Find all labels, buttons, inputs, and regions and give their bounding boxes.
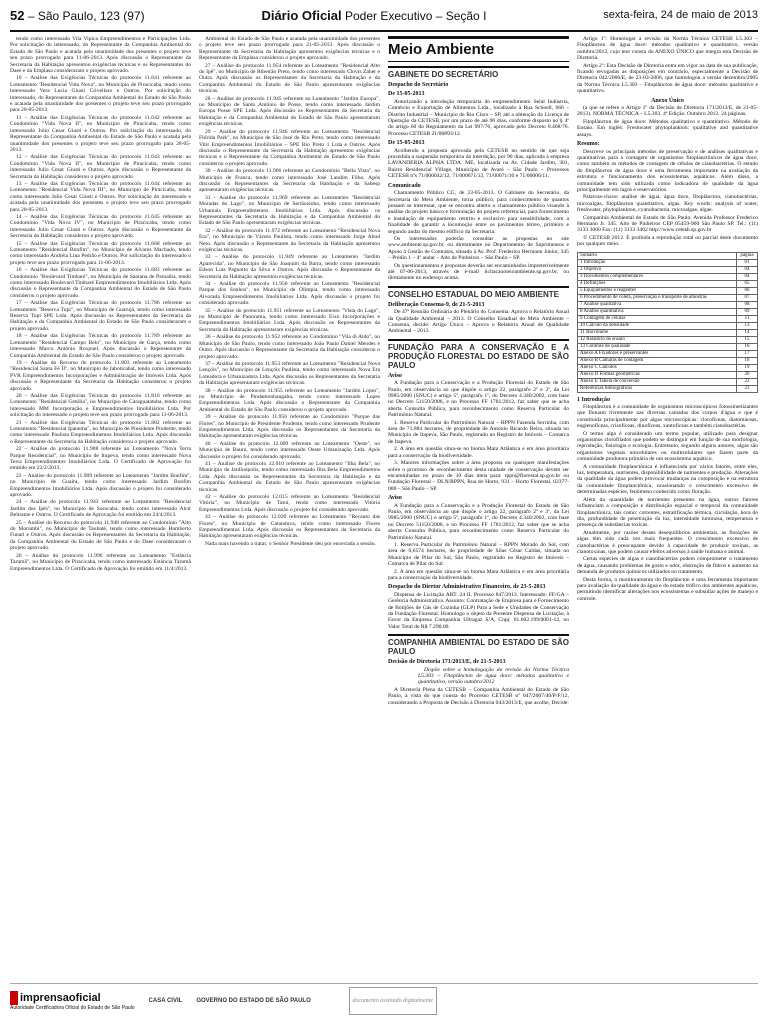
paragraph: 16 – Análise das Exigências Técnicas do protocolo 11.683 referente ao Condomínio "Boulevard Timbaré", no Município de Santana de Parnaíba, tendo como interessado Boulevard Timbaré Empreendimentos Imobiliários Ltda. Após discussão o Representante da Companhia Ambiental do Estado de São Paulo considerou o projeto aprovado. <box>10 267 191 299</box>
sumario-row <box>578 343 758 350</box>
paragraph: Além da quantidade de nutrientes presentes na água, outros fatores influenciam a composição e distribuição espacial e temporal da comunidade fitoplanctônica, tais como: correntes, estratificação térmica, circulação, hora do dia, profundidade de penetração da luz, intensidade luminosa, temperatura e presença de substâncias tóxicas. <box>577 496 758 529</box>
sumario-page: 19 <box>737 364 758 371</box>
paragraph: Os questionamentos e propostas deverão ser encaminhados impreterivelmente até 07-06-2013, através de e-mail licitacaomeioambiente.sp.gov.br, ou diretamente no endereço acima. <box>388 262 569 282</box>
sumario-item: 4 Definições <box>578 280 737 287</box>
sumario-item: 8 Análise quantitativa <box>578 308 737 315</box>
paragraph: 20 – Análise das Exigências Técnicas do protocolo 11.816 referente ao Loteamento "Residencial Getúlia", no Município de Caraguatatuba, tendo como interessado MM Incorporação e Empreendimentos Imobiliários Ltda. Por solicitação do interessado o projeto teve seu prazo prorrogado para 11-06-2013. <box>10 392 191 419</box>
paragraph: Dispõe sobre a homologação da revisão da Norma Técnica L5.303 – Fitoplâncton de água doce: métodos qualitativo e quantitativo, versão outubro/2012 <box>418 666 569 686</box>
paragraph: Artigo 1º: Homologar a revisão da Norma Técnica CETESB L5.303 – Fitoplâncton de água doce: métodos qualitativo e quantitativo, versão outubro/2012, cujo teor consta do ANEXO ÚNICO que integra esta Decisão de Diretoria. <box>577 36 758 62</box>
paragraph: © CETESB 2012. É proibida a reprodução total ou parcial deste documento por qualquer meio. <box>577 234 758 248</box>
sumario-item: 7 Análise qualitativa <box>578 301 737 308</box>
paragraph: 3. Maiores informações sobre a área proposta ou quaisquer manifestações sobre o processo de reconhecimento desta unidade de conservação devem ser encaminhadas no prazo de 10 dias úteis para: rppn@florestal.sp.gov.br ou Fundação Florestal – DLN/RPPN, Rua do Horto, 931 – Horto Florestal, 02377-000 – São Paulo – SP. <box>388 460 569 492</box>
sumario-page: 23 <box>737 385 758 392</box>
sumario-row <box>578 364 758 371</box>
paragraph: 23 – Análise do protocolo 11.909 referente ao Loteamento "Jardim Bonfim", no Município de Guaíra, tendo como interessado Jardim Bonfim Empreendimentos Imobiliários Ltda. Após discussão o projeto foi considerado aprovado. <box>10 472 191 499</box>
fundacao-heading: FUNDAÇÃO PARA A CONSERVAÇÃO E A PRODUÇÃO FLORESTAL DO ESTADO DE SÃO PAULO <box>388 339 569 370</box>
paragraph: 35 – Análise do protocolo 11.951 referente ao Loteamento "Vista do Lago", no Município de Panorama, tendo como interessado Eixo Incorporações e Empreendimentos Imobiliários Ltda. Após discussão os Representantes da Secretaria da Habitação apresentaram exigências técnicas. <box>199 307 380 333</box>
column-2 <box>199 36 380 980</box>
sumario-page: 14 <box>737 329 758 336</box>
sumario-item: Anexo C Cálculos <box>578 364 737 371</box>
digital-signature-stamp: documento assinado digitalmente <box>349 987 437 1015</box>
paragraph: 14 – Análise das Exigências Técnicas do protocolo 11.645 referente ao Condomínio "Vida Nova IV", no Município de Piracicaba, tendo como interessado Julio Cesar Giusti e Outros. Após discussão o Representante da Secretaria da Habitação considerou o projeto aprovado. <box>10 213 191 240</box>
sumario-table <box>577 252 758 393</box>
sumario-item: Anexo D Formas geométricas <box>578 371 737 378</box>
sumario-item: 3 Documentos complementares <box>578 273 737 280</box>
sumario-page: 17 <box>737 350 758 357</box>
paragraph: 2. A área em questão situa-se no bioma Mata Atlântica e em área prioritária para a conservação da biodiversidade. <box>388 446 569 459</box>
column-4: Artigo 1º: Homologar a revisão da Norma Técnica CETESB L5.303 – Fitoplâncton de água doce: métodos qualitativo e quantitativo, versão outubro/2012, cujo teor consta do ANEXO ÚNICO que integra esta Decisão de Diretoria. Artigo 2º: Esta Decisão de Diretoria entra em vigor na data de sua publicação, ficando revogadas as disposições em contrário, especialmente a Decisão de Diretoria 042/2006/E, de 23-03-2006, que homologou a versão dezembro/2005 da Norma Técnica L5.303 – Fitoplâncton de água doce: métodos qualitativo e quantitativo. Anexo Único (a que se refere o Artigo 1º da Decisão de Diretoria 171/2013/E, de 21-05-2013). NORMA TÉCNICA – L5.303. 4ª Edição. Outubro 2012. 24 páginas. Fitoplâncton de água doce: Métodos qualitativo e quantitativo. Método de Ensaio. Em inglês: Freshwater phytoplankton: qualitative and quantitative assays. Resumo: Descreve os principais métodos de preservação e de análises qualitativas e quantitativas para a contagem de organismos fitoplanctônicos de água doce, como também os métodos de contagem de células de cianobactérias. O estudo do fitoplâncton de água doce é uma ferramenta importante na avaliação da estrutura e funcionamento dos ecossistemas aquáticos. Além disso, a comunidade tem sido utilizada como indicadora de qualidade da água principalmente em lagos e reservatórios. Palavras-chave: análise de água, água doce, fitoplâncton, cianobactérias, microalgas, fitoplâncton quantitativo, algas. Key words: analysis of water, freshwater, phytoplankton, cyanobacteria, microalgae, algae. Companhia Ambiental do Estado de São Paulo. Avenida Professor Frederico Hermann Jr. 345. Alto de Pinheiros CEP 05459-900 São Paulo SP. Tel.: (11) 3133 3000 Fax: (11) 3133 3402 http://www.cetesb.sp.gov.br © CETESB 2012. É proibida a reprodução total ou parcial deste documento por qualquer meio. Sumário página 1 Introdução 01 2 Objetivo 04 3 Documentos complementares 04 4 Definições 05 5 Equipamentos e reagentes 06 6 Procedimento de coleta, preservação e transporte de amostras 07 7 Análise qualitativa 08 8 Análise quantitativa 09 9 Contagem de células 11 10 Cálculo da densidade 13 11 Biovolume 14 12 Relatório de ensaio 15 13 Controle de qualidade 16 Anexo A Fixadores e preservantes 17 Anexo B Câmaras de contagem 18 Anexo C Cálculos 19 Anexo D Formas geométricas 20 Anexo E Tabela de conversão 22 Referências bibliográficas 23 1 Introdução Fitoplâncton é a comunidade de organismos microscópicos fotossintetizantes que flutuam livremente nas diversas camadas dos corpos d'água e que é constituída principalmente por algas microscópicas: clorofíceas, diatomáceas, euglenofíceas, crisofíceas, dinofíceas, xantofíceas e também cianobactérias. O termo alga é considerado um termo popular, utilizado para designar organismos clorofilados que podem se distinguir em função de sua morfologia, reprodução, fisiologia e ecologia. Entretanto, segundo alguns autores, algas são organismos vegetais unicelulares ou multicelulares que fazem parte da comunidade produtora primária de um ecossistema aquático. A comunidade fitoplanctônica é influenciada por vários fatores, entre eles, luz, temperatura, nutrientes, disponibilidade de nutrientes e predação. Alterações da qualidade da água podem provocar mudanças na composição e na estrutura da comunidade fitoplanctônica, ocasionando o crescimento excessivo de determinadas espécies, fenômeno conhecido como floração. Além da quantidade de nutrientes presentes na água, outros fatores influenciam a composição e distribuição espacial e temporal da comunidade fitoplanctônica, tais como: correntes, estratificação térmica, circulação, hora do dia, profundidade de penetração da luz, intensidade luminosa, temperatura e presença de substâncias tóxicas. Atualmente, por razões desses desequilíbrios ambientais, as florações de algas têm sido cada vez mais frequentes. O crescimento excessivo de cianobactérias é preocupante devido à capacidade de produzir toxinas, as cianotoxinas, que podem causar efeitos adversos à saúde humana e animal. Certas espécies de algas e cianobactérias podem comprometer o tratamento de água, causando problemas de gosto e odor, obstrução de filtros e aumento na demanda de produtos químicos utilizados no tratamento. Desta forma, o monitoramento do fitoplâncton é uma ferramenta importante para avaliação da qualidade da água e do estado trófico dos ambientes aquáticos, permitindo identificar alterações nos ecossistemas e subsidiar ações de manejo e controle. <box>577 36 758 602</box>
sumario-row <box>578 266 758 273</box>
paragraph: 38 – Análise do protocolo 11.955 referente ao Loteamento "Jardim Lopes", no Município de Pindamonhangaba, tendo como interessado Lopes Empreendimentos Ltda. Após discussão o Representante da Companhia Ambiental do Estado de São Paulo considerou o projeto aprovado. <box>199 387 380 413</box>
sumario-page: 20 <box>737 371 758 378</box>
paragraph: 1. Reserva Particular do Patrimônio Natural – RPPN Fazenda Serrinha, com área de 71,884 hectares, de propriedade de Antonio Ricardo Beira, situada no Município de Itapeva, São Paulo, registrado no Registro de Imóveis – Comarca de Itapeva. <box>388 419 569 445</box>
paragraph: Companhia Ambiental do Estado de São Paulo. Avenida Professor Frederico Hermann Jr. 345. Alto de Pinheiros CEP 05459-900 São Paulo SP. Tel.: (11) 3133 3000 Fax: (11) 3133 3402 http://www.cetesb.sp.gov.br <box>577 214 758 234</box>
paragraph: Acolhendo a proposta aprovada pela CETESB no sentido de que seja procedida a suspensão temporária da interdição, por 90 dias, aplicada à empresa LAVANDERIA ALPHA LTDA. ME, localizada na Av. Cidade Jardim, 301, Bairro Residencial Village, Município de Avaré – São Paulo – Processos CETESB nºs 71/000042/12, 71/000071/12, 71/00071/10 e 71/00006/11. <box>388 147 569 180</box>
paragraph: 34 – Análise do protocolo 11.950 referente ao Loteamento "Residencial Parque dos Sonhos", no Município de Olímpia, tendo como interessado Alvorada Empreendimentos Imobiliários Ltda. Após discussão o projeto foi considerado aprovado. <box>199 281 380 307</box>
paragraph: A comunidade fitoplanctônica é influenciada por vários fatores, entre eles, luz, temperatura, nutrientes, disponibilidade de nutrientes e predação. Alterações da qualidade da água podem provocar mudanças na composição e na estrutura da comunidade fitoplanctônica, ocasionando o crescimento excessivo de determinadas espécies, fenômeno conhecido como floração. <box>577 463 758 496</box>
paragraph: 32 – Análise do protocolo 11.972 referente ao Loteamento "Residencial Nova Era", no Município de Várzea Paulista, tendo como interessado Jorge Abud Neto. Após discussão o Representante da Secretaria da Habitação apresentou exigências técnicas. <box>199 227 380 253</box>
sumario-row <box>578 371 758 378</box>
sumario-page: 05 <box>737 280 758 287</box>
cetesb-heading: COMPANHIA AMBIENTAL DO ESTADO DE SÃO PAULO <box>388 634 569 656</box>
sumario-item: 11 Biovolume <box>578 329 737 336</box>
sumario-row <box>578 301 758 308</box>
sumario-page: 01 <box>737 259 758 266</box>
sumario-item: Anexo B Câmaras de contagem <box>578 357 737 364</box>
sumario-row <box>578 322 758 329</box>
sumario-item: 13 Controle de qualidade <box>578 343 737 350</box>
paragraph: Artigo 2º: Esta Decisão de Diretoria entra em vigor na data de sua publicação, ficando revogadas as disposições em contrário, especialmente a Decisão de Diretoria 042/2006/E, de 23-03-2006, que homologou a versão dezembro/2005 da Norma Técnica L5.303 – Fitoplâncton de água doce: métodos qualitativo e quantitativo. <box>577 62 758 95</box>
paragraph: Fitoplâncton de água doce: Métodos qualitativo e quantitativo. Método de Ensaio. Em inglês: Freshwater phytoplankton: qualitative and quantitative assays. <box>577 118 758 138</box>
sumario-row <box>578 287 758 294</box>
sumario-item: 12 Relatório de ensaio <box>578 336 737 343</box>
page-number: 52 – São Paulo, 123 (97) <box>10 7 145 23</box>
paragraph: 18 – Análise das Exigências Técnicas do protocolo 11.789 referente ao Loteamento "Residencial Campo Belo", no Município de Garça, tendo como interessado Marco Antônio Roxpuel. Após discussão o Representante da Companhia Ambiental do Estado de São Paulo considerou o projeto aprovado. <box>10 333 191 359</box>
paragraph: Palavras-chave: análise de água, água doce, fitoplâncton, cianobactérias, microalgas, fitoplâncton quantitativo, algas. Key words: analysis of water, freshwater, phytoplankton, cyanobacteria, microalgae, algae. <box>577 194 758 214</box>
paragraph: O termo alga é considerado um termo popular, utilizado para designar organismos clorofilados que podem se distinguir em função de sua morfologia, reprodução, fisiologia e ecologia. Entretanto, segundo alguns autores, algas são organismos vegetais unicelulares ou multicelulares que fazem parte da comunidade produtora primária de um ecossistema aquático. <box>577 430 758 463</box>
sumario-row <box>578 336 758 343</box>
paragraph: 37 – Análise do protocolo 11.953 referente ao Loteamento "Residencial Nova Lençóis", no Município de Lençóis Paulista, tendo como interessado Nova Era Loteadora e Urbanizadora Ltda. Após discussão os Representantes da Secretaria da Habitação apresentaram exigências técnicas. <box>199 360 380 387</box>
sumario-page: 13 <box>737 322 758 329</box>
paragraph: 12 – Análise das Exigências Técnicas do protocolo 11.643 referente ao Condomínio "Vida Nova II", no Município de Piracicaba, tendo como interessado Julio Cesar Giusti e Outros. Após discussão o Representante da Secretaria da Habitação considerou o projeto aprovado. <box>10 154 191 180</box>
sumario-page: 22 <box>737 378 758 385</box>
paragraph: Descreve os principais métodos de preservação e de análises qualitativas e quantitativas para a contagem de organismos fitoplanctônicos de água doce, como também os métodos de contagem de células de cianobactérias. O estudo do fitoplâncton de água doce é uma ferramenta importante na avaliação da estrutura e funcionamento dos ecossistemas aquáticos. Além disso, a comunidade tem sido utilizada como indicadora de qualidade da água principalmente em lagos e reservatórios. <box>577 148 758 193</box>
sumario-page: 18 <box>737 357 758 364</box>
paragraph: 15 – Análise das Exigências Técnicas do protocolo 11.668 referente ao Loteamento "Residencial Bonfim", no Município de Alvares Machado, tendo como interessado Andréia Lina Pedrão e Outros. Por solicitação do interessado o projeto teve seu prazo prorrogado para 11-06-2013. <box>10 240 191 266</box>
paragraph: 26 – Análise do protocolo 11.996 referente ao Loteamento "Estância Tarumã", no Município de Piracicaba, tendo como interessado Estância Tarumã Empreendimentos Ltda. O Certificado de Aprovação foi emitido em 11/4/2013. <box>10 552 191 572</box>
paragraph: 17 – Análise das Exigências Técnicas do protocolo 11.786 referente ao Loteamento "Reserva Tupi", no Município de Guarujá, tendo como interessado Reserva Tupi SPE Ltda. Após discussão os Representantes da Secretaria da Habitação e da Companhia Ambiental do Estado de São Paulo consideraram o projeto aprovado. <box>10 300 191 332</box>
paragraph: Dispensa de Licitação ART. 24 II. Processo 847/2013. Interessado: FF/GA – Gerência Administrativa. Assunto: Contratação de Empresa para o Fornecimento de Botijões de Gás de Cozinha (GLP) Para a Sede e Unidades de Conservação da Fundação Florestal. Homologo o objeto da Presente Dispensa de Licitação, à Favor da Empresa Companhia Ultragaz S/A, Cnpj: 61.602.199/0001-12, no Valor Total de R$ 7.290,00. <box>388 591 569 630</box>
sumario-row <box>578 329 758 336</box>
sumario-row <box>578 378 758 385</box>
publication-date: sexta-feira, 24 de maio de 2013 <box>603 9 758 21</box>
governo-label: GOVERNO DO ESTADO DE SÃO PAULO <box>196 998 311 1004</box>
paragraph: Ambiental do Estado de São Paulo e acatada pela unanimidade dos presentes o projeto teve seu prazo prorrogado para 21-05-2013. Após discussão o Representante da Secretaria da Habitação apresentou exigências técnicas e o Representante da Emplasa considerou o projeto aprovado. <box>199 36 380 62</box>
paragraph: 28 – Análise do protocolo 11.945 referente ao Loteamento "Jardim Europa", no Município de Santo Antônio de Posse, tendo como interessado Jardim Europa Posse SPE Ltda. Após discussão os Representantes da Secretaria da Habitação e da Companhia Ambiental do Estado de São Paulo apresentaram exigências técnicas. <box>199 95 380 128</box>
paragraph: 41 – Análise do protocolo 12.010 referente ao Loteamento "Ilha Bela", no Município de Jardinópolis, tendo como interessado Ilha Bela Empreendimentos Ltda. Após discussão os Representantes da Secretaria da Habitação e da Companhia Ambiental do Estado de São Paulo apresentaram exigências técnicas. <box>199 461 380 493</box>
paragraph: Desta forma, o monitoramento do fitoplâncton é uma ferramenta importante para avaliação da qualidade da água e do estado trófico dos ambientes aquáticos, permitindo identificar alterações nos ecossistemas e subsidiar ações de manejo e controle. <box>577 576 758 602</box>
column-3: Meio Ambiente GABINETE DO SECRETÁRIO Despacho do Secretário De 15-05-2013 Autorizando a introdução temporária do empreendimento Selal Indústria, Comércio e Exportação de Alimentos Ltda., localizado à Rua Schoell, 666 – Distrito Industrial – Município de Rio Claro – SP, até a obtenção da Licença de Operação da CETESB, por um prazo de até 90 dias, conforme disposto no § 4º do artigo 60 do Regulamento da Lei 997/76, aprovado pelo Decreto 8.468/76. Processo CETESB 21/00893/12. De 15-05-2013 Acolhendo a proposta aprovada pela CETESB no sentido de que seja procedida a suspensão temporária da interdição, por 90 dias, aplicada à empresa LAVANDERIA ALPHA LTDA. ME, localizada na Av. Cidade Jardim, 301, Bairro Residencial Village, Município de Avaré – São Paulo – Processos CETESB nºs 71/000042/12, 71/000071/12, 71/00071/10 e 71/00006/11. Comunicado Chamamento Público CG, de 23-05-2013. O Gabinete do Secretário, da Secretaria do Meio Ambiente, torna público, para conhecimento de quantos possam se interessar, que se encontra aberto o chamamento público visando à análise do projeto básico e formulação do projeto referencial, para fornecimento e instalação de equipamento restrito e exclusivo para sensibilidade, com a finalidade de garantir a locomoção entre os pavimentos térreo, primeiro e segundo andar do mesmo edifício da Secretaria. Os interessados poderão consultar as propostas no site www.ambiente.sp.gov.br, ou diretamente no Departamento de Suprimentos e Apoio à Gestão de Contratos, situado à Av. Prof. Frederico Hermann Júnior, 345 – Prédio 1 – 4º andar – Alto de Pinheiros – São Paulo – SP. Os questionamentos e propostas deverão ser encaminhados impreterivelmente até 07-06-2013, através de e-mail licitacaomeioambiente.sp.gov.br, ou diretamente no endereço acima. CONSELHO ESTADUAL DO MEIO AMBIENTE Deliberação Consema-9, de 21-5-2013 De 47ª Reunião Ordinária do Plenário do Consema. Aprova o Relatório Anual da Qualidade Ambiental – 2013. O Conselho Estadual do Meio Ambiente – Consema, decide: Artigo Único – Aprova o Relatório Anual de Qualidade Ambiental – 2013. FUNDAÇÃO PARA A CONSERVAÇÃO E A PRODUÇÃO FLORESTAL DO ESTADO DE SÃO PAULO Aviso A Fundação para a Conservação e a Produção Florestal do Estado de São Paulo, em observância ao que dispõe o artigo 22, parágrafo 2º e 3º, da Lei 9985/2000 (SNUC) e artigo 5º, parágrafo 1º, do Decreto 4.340/2002, com base no Decreto 51150/2006, e no Processo FF 1781/2012, faz saber que se acha aberta Consulta Pública, para reconhecimento como Reserva Particular do Patrimônio Natural. 1. Reserva Particular do Patrimônio Natural – RPPN Fazenda Serrinha, com área de 71,884 hectares, de propriedade de Antonio Ricardo Beira, situada no Município de Itapeva, São Paulo, registrado no Registro de Imóveis – Comarca de Itapeva. 2. A área em questão situa-se no bioma Mata Atlântica e em área prioritária para a conservação da biodiversidade. 3. Maiores informações sobre a área proposta ou quaisquer manifestações sobre o processo de reconhecimento desta unidade de conservação devem ser encaminhadas no prazo de 10 dias úteis para: rppn@florestal.sp.gov.br ou Fundação Florestal – DLN/RPPN, Rua do Horto, 931 – Horto Florestal, 02377-000 – São Paulo – SP. Aviso A Fundação para a Conservação e a Produção Florestal do Estado de São Paulo, em observância ao que dispõe o artigo 22, parágrafo 2º e 3º, da Lei 9985/2000 (SNUC) e artigo 5º, parágrafo 1º, do Decreto 4.340/2002, com base no Decreto 51150/2006, e no Processo FF 1781/2012, faz saber que se acha aberta Consulta Pública, para reconhecimento como Reserva Particular do Patrimônio Natural. 1. Reserva Particular do Patrimônio Natural – RPPN Morado do Sol, com área de 0,6574 hectares, de propriedade de Silas César Caldas, situada no Município de Pilar do Sul, São Paulo, registrado no Registro de Imóveis – Comarca de Pilar do Sul. 2. A área em questão situa-se no bioma Mata Atlântica e em área prioritária para a conservação da biodiversidade. Despacho do Diretor Administrativo Financeiro, de 23-5-2013 Dispensa de Licitação ART. 24 II. Processo 847/2013. Interessado: FF/GA – Gerência Administrativa. Assunto: Contratação de Empresa para o Fornecimento de Botijões de Gás de Cozinha (GLP) Para a Sede e Unidades de Conservação da Fundação Florestal. Homologo o objeto da Presente Dispensa de Licitação, à Favor da Empresa Companhia Ultragaz S/A, Cnpj: 61.602.199/0001-12, no Valor Total de R$ 7.290,00. COMPANHIA AMBIENTAL DO ESTADO DE SÃO PAULO Decisão de Diretoria 171/2013/E, de 21-5-2013 Dispõe sobre a homologação da revisão da Norma Técnica L5.303 – Fitoplâncton de água doce: métodos qualitativo e quantitativo, versão outubro/2012 A Diretoria Plena da CETESB – Companhia Ambiental do Estado de São Paulo, à vista do que consta do Processo CETESB nº 047/2007/40/P/F/12, considerando a Proposta de Decisão à Diretoria 043/2013/E, que acolhe, Decide: <box>388 36 569 980</box>
sumario-page: 06 <box>737 287 758 294</box>
paragraph: 27 – Análise do protocolo 11.954 referente ao Loteamento "Residencial Alto do Ipê", no Município de Ribeirão Preto, tendo como interessado Clovis Zaher e Outra. Após discussão os Representantes da Secretaria da Habitação e da Companhia Ambiental do Estado de São Paulo apresentaram exigências técnicas. <box>199 62 380 95</box>
sumario-item: 1 Introdução <box>578 259 737 266</box>
paragraph: 10 – Análise das Exigências Técnicas do protocolo 11.641 referente ao Loteamento "Residencial Vida Nova", no Município de Piracicaba, tendo como interessado Vera Lucia Giusti Crivellaro e Outros. Por solicitação do interessado, do Representante da Companhia Ambiental do Estado de São Paulo e acatada pela unanimidade dos presentes o projeto teve seu prazo prorrogado para 28-05-2013. <box>10 75 191 114</box>
imprensa-oficial-logo: imprensaoficial Autoridade Certificadora Oficial do Estado de São Paulo <box>10 991 135 1011</box>
paragraph: 25 – Análise do Recurso do protocolo 11.948 referente ao Condomínio "Alto do Morumbi", no Município de Taubaté, tendo como interessado Humberto Funari e Outros. Após discussão os Representantes da Secretaria da Habitação, da Companhia Ambiental do Estado de São Paulo e do Daee consideraram o projeto aprovado. <box>10 519 191 552</box>
paragraph: 19 – Análise do Recurso do protocolo 11.803 referente ao Loteamento "Residencial Santa Fé II", no Município de Jaboticabal, tendo como interessado PVR Empreendimentos Incorporações e Administração de Imóveis Ltda. Após discussão o Representante da Secretaria da Habitação considerou o projeto aprovado. <box>10 359 191 392</box>
sumario-page: 09 <box>737 308 758 315</box>
casa-civil-label: CASA CIVIL <box>148 998 183 1004</box>
logo-mark-icon <box>10 991 18 1005</box>
consema-heading: CONSELHO ESTADUAL DO MEIO AMBIENTE <box>388 286 569 299</box>
sumario-item: Referências bibliográficas <box>578 385 737 392</box>
sumario-item: Anexo E Tabela de conversão <box>578 378 737 385</box>
paragraph: De 47ª Reunião Ordinária do Plenário do Consema. Aprova o Relatório Anual da Qualidade Ambiental – 2013. O Conselho Estadual do Meio Ambiente – Consema, decide: Artigo Único – Aprova o Relatório Anual de Qualidade Ambiental – 2013. <box>388 309 569 335</box>
paragraph: 2. A área em questão situa-se no bioma Mata Atlântica e em área prioritária para a conservação da biodiversidade. <box>388 568 569 581</box>
sumario-page: 04 <box>737 266 758 273</box>
paragraph: 11 – Análise das Exigências Técnicas do protocolo 11.642 referente ao Condomínio "Vida Nova II", no Município de Piracicaba, tendo como interessado Julio Cesar Giusti e Outros. Por solicitação do interessado, do Representante da Companhia Ambiental do Estado de São Paulo e acatada pela unanimidade dos presentes o projeto teve seu prazo prorrogado para 28-05-2013. <box>10 114 191 153</box>
section-meio-ambiente: Meio Ambiente <box>388 36 569 62</box>
paragraph: 21 – Análise das Exigências Técnicas do protocolo 11.882 referente ao Loteamento "Residencial Ipanema", no Município de Presidente Prudente, tendo como interessado Paulista Empreendimentos Imobiliários Ltda. Após discussão o Representante da Secretaria da Habitação considerou o projeto aprovado. <box>10 419 191 445</box>
sumario-header-row: Sumário página <box>578 252 758 259</box>
sumario-page: 04 <box>737 273 758 280</box>
sumario-page: 15 <box>737 336 758 343</box>
paragraph: 39 – Análise do protocolo 11.956 referente ao Condomínio "Parque das Flores", no Município de Presidente Prudente, tendo como interessado Prudente Empreendimentos Ltda. Após discussão os Representantes da Secretaria da Habitação apresentaram exigências técnicas. <box>199 414 380 440</box>
paragraph: 13 – Análise das Exigências Técnicas do protocolo 11.644 referente ao Loteamento "Residencial Vida Nova III", no Município de Piracicaba, tendo como interessado Julio Cesar Giusti e Outros. Por solicitação do interessado e acatada pela unanimidade dos presentes o projeto teve seu prazo prorrogado para 28-05-2013. <box>10 180 191 213</box>
gabinete-heading: GABINETE DO SECRETÁRIO <box>388 66 569 79</box>
sumario-row <box>578 294 758 301</box>
sumario-page: 08 <box>737 301 758 308</box>
paragraph: tendo como interessado Vila Vipica Empreendimentos e Participações Ltda. Por solicitação do interessado, do Representante da Companhia Ambiental do Estado de São Paulo e acatada pela unanimidade dos presentes o projeto teve seu prazo prorrogado para 11-06-2013. Após discussão o Representante da Secretaria da Habitação apresentou exigências técnicas e os Representantes do Daee e da Emplasa consideraram o projeto aprovado. <box>10 36 191 75</box>
paragraph: Fitoplâncton é a comunidade de organismos microscópicos fotossintetizantes que flutuam livremente nas diversas camadas dos corpos d'água e que é constituída principalmente por algas microscópicas: clorofíceas, diatomáceas, euglenofíceas, crisofíceas, dinofíceas, xantofíceas e também cianobactérias. <box>577 404 758 430</box>
sumario-item: 9 Contagem de células <box>578 315 737 322</box>
paragraph: 43 – Análise do protocolo 12.020 referente ao Loteamento "Recanto das Flores", no Município de Catanduva, tendo como interessado Flores Empreendimentos Ltda. Após discussão os Representantes da Secretaria da Habitação apresentaram exigências técnicas. <box>199 514 380 540</box>
paragraph: Os interessados poderão consultar as propostas no site www.ambiente.sp.gov.br, ou diretamente no Departamento de Suprimentos e Apoio à Gestão de Contratos, situado à Av. Prof. Frederico Hermann Júnior, 345 – Prédio 1 – 4º andar – Alto de Pinheiros – São Paulo – SP. <box>388 235 569 262</box>
sumario-row <box>578 259 758 266</box>
paragraph: (a que se refere o Artigo 1º da Decisão de Diretoria 171/2013/E, de 21-05-2013). NORMA TÉCNICA – L5.303. 4ª Edição. Outubro 2012. 24 páginas. <box>577 105 758 118</box>
paragraph: 31 – Análise do protocolo 11.969 referente ao Loteamento "Residencial Moradas do Lago", no Município de Sertãozinho, tendo como interessado Urbamais Empreendimentos Imobiliários Ltda. Após discussão os Representantes da Secretaria da Habitação e da Companhia Ambiental do Estado de São Paulo apresentaram exigências técnicas. <box>199 194 380 227</box>
journal-title: Diário Oficial Poder Executivo – Seção I <box>261 7 487 23</box>
sumario-row <box>578 315 758 322</box>
sumario-item: 6 Procedimento de coleta, preservação e transporte de amostras <box>578 294 737 301</box>
paragraph: Chamamento Público CG, de 23-05-2013. O Gabinete do Secretário, da Secretaria do Meio Ambiente, torna público, para conhecimento de quantos possam se interessar, que se encontra aberto o chamamento público visando à análise do projeto básico e formulação do projeto referencial, para fornecimento e instalação de equipamento restrito e exclusivo para sensibilidade, com a finalidade de garantir a locomoção entre os pavimentos térreo, primeiro e segundo andar do mesmo edifício da Secretaria. <box>388 190 569 235</box>
sumario-item: 10 Cálculo da densidade <box>578 322 737 329</box>
sumario-page: 07 <box>737 294 758 301</box>
paragraph: A Fundação para a Conservação e a Produção Florestal do Estado de São Paulo, em observância ao que dispõe o artigo 22, parágrafo 2º e 3º, da Lei 9985/2000 (SNUC) e artigo 5º, parágrafo 1º, do Decreto 4.340/2002, com base no Decreto 51150/2006, e no Processo FF 1781/2012, faz saber que se acha aberta Consulta Pública, para reconhecimento como Reserva Particular do Patrimônio Natural. <box>388 502 569 541</box>
sumario-row <box>578 357 758 364</box>
paragraph: 33 – Análise do protocolo 11.949 referente ao Loteamento "Jardim Aparecida", no Município de São Joaquim da Barra, tendo como interessado Edson Luis Pagnotto da Silva e Outros. Após discussão o Representante da Secretaria da Habitação apresentou exigências técnicas. <box>199 254 380 280</box>
sumario-row <box>578 280 758 287</box>
column-1 <box>10 36 191 980</box>
paragraph: 42 – Análise do protocolo 12.015 referente ao Loteamento "Residencial Vitória", no Município de Tatuí, tendo como interessado Vitória Empreendimentos Ltda. Após discussão o projeto foi considerado aprovado. <box>199 494 380 513</box>
paragraph: 24 – Análise do protocolo 11.943 referente ao Loteamento "Residencial Jardim dos Ipês", no Município de Sorocaba, tendo como interessado Alcir Beltrame e Outros. O Certificado de Aprovação foi emitido em 24/4/2013. <box>10 499 191 519</box>
paragraph: Autorizando a introdução temporária do empreendimento Selal Indústria, Comércio e Exportação de Alimentos Ltda., localizado à Rua Schoell, 666 – Distrito Industrial – Município de Rio Claro – SP, até a obtenção da Licença de Operação da CETESB, por um prazo de até 90 dias, conforme disposto no § 4º do artigo 60 do Regulamento da Lei 997/76, aprovado pelo Decreto 8.468/76. Processo CETESB 21/00893/12. <box>388 98 569 137</box>
sumario-row <box>578 350 758 357</box>
sumario-page: 11 <box>737 315 758 322</box>
paragraph: Certas espécies de algas e cianobactérias podem comprometer o tratamento de água, causando problemas de gosto e odor, obstrução de filtros e aumento na demanda de produtos químicos utilizados no tratamento. <box>577 556 758 576</box>
paragraph: A Diretoria Plena da CETESB – Companhia Ambiental do Estado de São Paulo, à vista do que consta do Processo CETESB nº 047/2007/40/P/F/12, considerando a Proposta de Decisão à Diretoria 043/2013/E, que acolhe, Decide: <box>388 686 569 706</box>
paragraph: 36 – Análise do protocolo 11.952 referente ao Condomínio "Vila di Aldo", no Município de São Paulo, tendo como interessado João Paulo Daniel Mendes e Outro. Após discussão o Representante da Secretaria da Habitação considerou o projeto aprovado. <box>199 334 380 360</box>
columns <box>10 36 758 980</box>
paragraph: 30 – Análise do protocolo 11.966 referente ao Condomínio "Bella Vista", no Município de Franca, tendo como interessado José Landim Filho. Após discussão os Representantes da Secretaria da Habitação e da Sabesp apresentaram exigências técnicas. <box>199 168 380 194</box>
page-footer <box>10 983 758 1018</box>
paragraph: 29 – Análise do protocolo 11.946 referente ao Loteamento "Residencial Flórida Park", no Município de São José do Rio Preto, tendo como interessado Vitir Empreendimentos Imobiliários – SPE Rio Preto 1 Ltda e Outros. Após discussão o Representante da Secretaria da Habitação apresentou exigências técnicas e o Representante da Companhia Ambiental do Estado de São Paulo considerou o projeto aprovado. <box>199 128 380 167</box>
paragraph: 1. Reserva Particular do Patrimônio Natural – RPPN Morado do Sol, com área de 0,6574 hectares, de propriedade de Silas César Caldas, situada no Município de Pilar do Sul, São Paulo, registrado no Registro de Imóveis – Comarca de Pilar do Sul. <box>388 541 569 568</box>
sumario-item: 5 Equipamentos e reagentes <box>578 287 737 294</box>
sumario-item: 2 Objetivo <box>578 266 737 273</box>
sumario-row <box>578 308 758 315</box>
sumario-row <box>578 385 758 392</box>
page-header <box>10 0 758 32</box>
paragraph: 40 – Análise do protocolo 12.009 referente ao Loteamento "Oeste", no Município de Bauru, tendo como interessado Oeste Urbanização Ltda. Após discussão o projeto foi considerado aprovado. <box>199 440 380 460</box>
paragraph: A Fundação para a Conservação e a Produção Florestal do Estado de São Paulo, em observância ao que dispõe o artigo 22, parágrafo 2º e 3º, da Lei 9985/2000 (SNUC) e artigo 5º, parágrafo 1º, do Decreto 4.340/2002, com base no Decreto 51150/2006, e no Processo FF 1781/2012, faz saber que se acha aberta Consulta Pública, para reconhecimento como Reserva Particular do Patrimônio Natural. <box>388 380 569 419</box>
paragraph: Nada mais havendo a tratar, o Senhor Presidente deu por encerrada a sessão. <box>205 540 376 547</box>
sumario-row <box>578 273 758 280</box>
sumario-page: 16 <box>737 343 758 350</box>
paragraph: 22 – Análise do protocolo 11.908 referente ao Loteamento "Nova Terra Parque Residencial", no Município de Itupeva, tendo como interessado Nova Terra Empreendimentos Imobiliários Ltda. O Certificado de Aprovação foi emitido em 22/2/2013. <box>10 446 191 472</box>
paragraph: Atualmente, por razões desses desequilíbrios ambientais, as florações de algas têm sido cada vez mais frequentes. O crescimento excessivo de cianobactérias é preocupante devido à capacidade de produzir toxinas, as cianotoxinas, que podem causar efeitos adversos à saúde humana e animal. <box>577 529 758 555</box>
sumario-item: Anexo A Fixadores e preservantes <box>578 350 737 357</box>
